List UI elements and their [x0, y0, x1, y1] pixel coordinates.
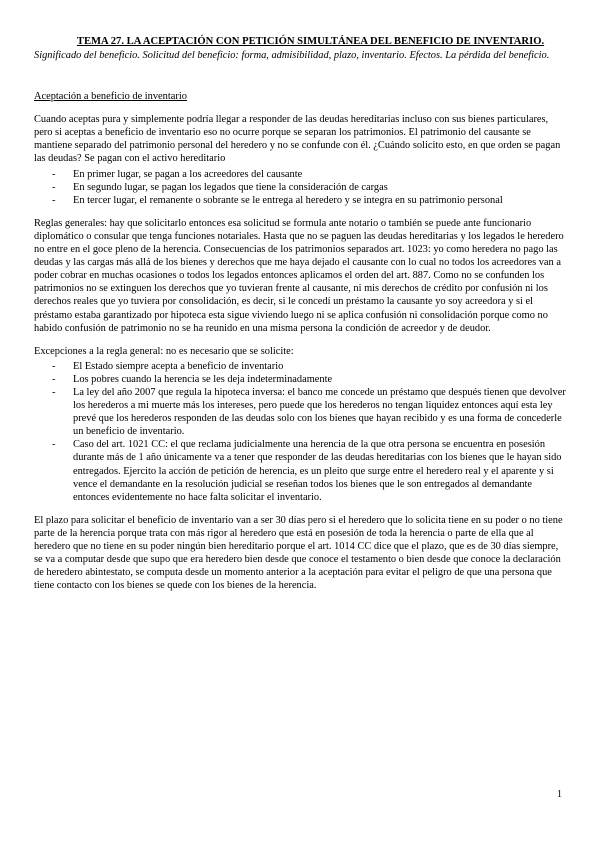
document-title: TEMA 27. LA ACEPTACIÓN CON PETICIÓN SIMULTÁNEA DEL BENEFICIO DE INVENTARIO.: [76, 36, 545, 47]
document-page: [34, 36, 567, 592]
exceptions-list: [34, 360, 567, 504]
payment-order-list: [34, 168, 567, 207]
page-number: 1: [557, 789, 562, 800]
paragraph-general-rules: Reglas generales: hay que solicitarlo entonces esa solicitud se formula ante notario o también se puede ante funcionario diplomático o consular que tenga funciones notariales. Hasta que no se paguen las deudas hereditarias y los legados le heredero no entre en el goce pleno de la herencia. Consecuencias de los patrimonios separados art. 1023: yo como heredera no pago las deudas y las cargas más allá de los bienes y derechos que me haya dejado el causante con lo cual no todos los acreedores van a poder cobrar en muchas ocasiones o todos los legados entonces aplicamos el orden del art. 887. Como no se confunden los patrimonios no se extinguen los derechos que yo tuvieran frente al causante, ni mis derechos de crédito por confusión ni los derechos reales que yo tuviera por consolidación, es decir, si le concedí un préstamo la causante yo soy acreedora y si el préstamo estaba garantizado por hipoteca esta sigue viviendo luego ni se aplica confusión ni consolidación porque como no habido confusión de patrimonio no se ha reunido en una misma persona la condición de acreedor y de deudor.: [34, 217, 564, 334]
list-item: - En tercer lugar, el remanente o sobrante se le entrega al heredero y se integra en su patrimonio personal: [34, 194, 567, 207]
list-item: - Caso del art. 1021 CC: el que reclama judicialmente una herencia de la que otra persona se encuentra en posesión durante más de 1 año únicamente va a tener que responder de las deudas hereditarias con los bienes que le hayan sido entregados. Ejercito la acción de petición de herencia, es un pleito que surge entre el heredero real y el aparente y si vence el demandante en la resolución judicial se reseñan todos los bienes que le son entregados al demandante entonces evidentemente no hace falta solicitar el inventario.: [34, 438, 567, 503]
list-item: - En segundo lugar, se pagan los legados que tiene la consideración de cargas: [34, 181, 567, 194]
paragraph-deadline: El plazo para solicitar el beneficio de inventario van a ser 30 días pero si el heredero que lo solicita tiene en su poder o no tiene parte de la herencia porque trata con más rigor al heredero que está en posesión de toda la herencia o parte de ella que al heredero que no tiene en su poder ningún bien hereditario porque el art. 1014 CC dice que el plazo, que es de 30 días siempre, se va a computar desde que supo que era heredero bien desde que conoce el testamento o bien desde que conoce la declaración de heredero abintestato, se computa desde un momento anterior a la aceptación para evitar el peligro de que una persona que tiene contacto con los bienes se quede con los bienes de la herencia.: [34, 514, 563, 592]
list-item: - El Estado siempre acepta a beneficio de inventario: [34, 360, 567, 373]
section-heading: Aceptación a beneficio de inventario: [34, 91, 187, 103]
list-item: - Los pobres cuando la herencia se les deja indeterminadamente: [34, 373, 567, 386]
list-item: - En primer lugar, se pagan a los acreedores del causante: [34, 168, 567, 181]
paragraph-intro: Cuando aceptas pura y simplemente podría llegar a responder de las deudas hereditarias incluso con sus bienes particulares, pero si aceptas a beneficio de inventario eso no ocurre porque se separan los patrimonios. El patrimonio del causante se mantiene separado del patrimonio personal del heredero y no se confunde con él. ¿Cuándo solicito esto, en que orden se pagan las deudas? Se pagan con el activo hereditario: [34, 114, 561, 165]
paragraph-exceptions: Excepciones a la regla general: no es necesario que se solicite:: [34, 345, 294, 357]
document-subtitle: Significado del beneficio. Solicitud del beneficio: forma, admisibilidad, plazo, inventario. Efectos. La pérdida del beneficio.: [34, 50, 550, 61]
list-item: - La ley del año 2007 que regula la hipoteca inversa: el banco me concede un préstamo que después tienen que devolver los herederos a mi muerte más los intereses, pero puede que los herederos no tengan liquidez entonces aquí esta ley prevé que los herederos responden de las deudas solo con los bienes que hayan recibido y es una forma de concederle un beneficio de inventario.: [34, 386, 567, 438]
